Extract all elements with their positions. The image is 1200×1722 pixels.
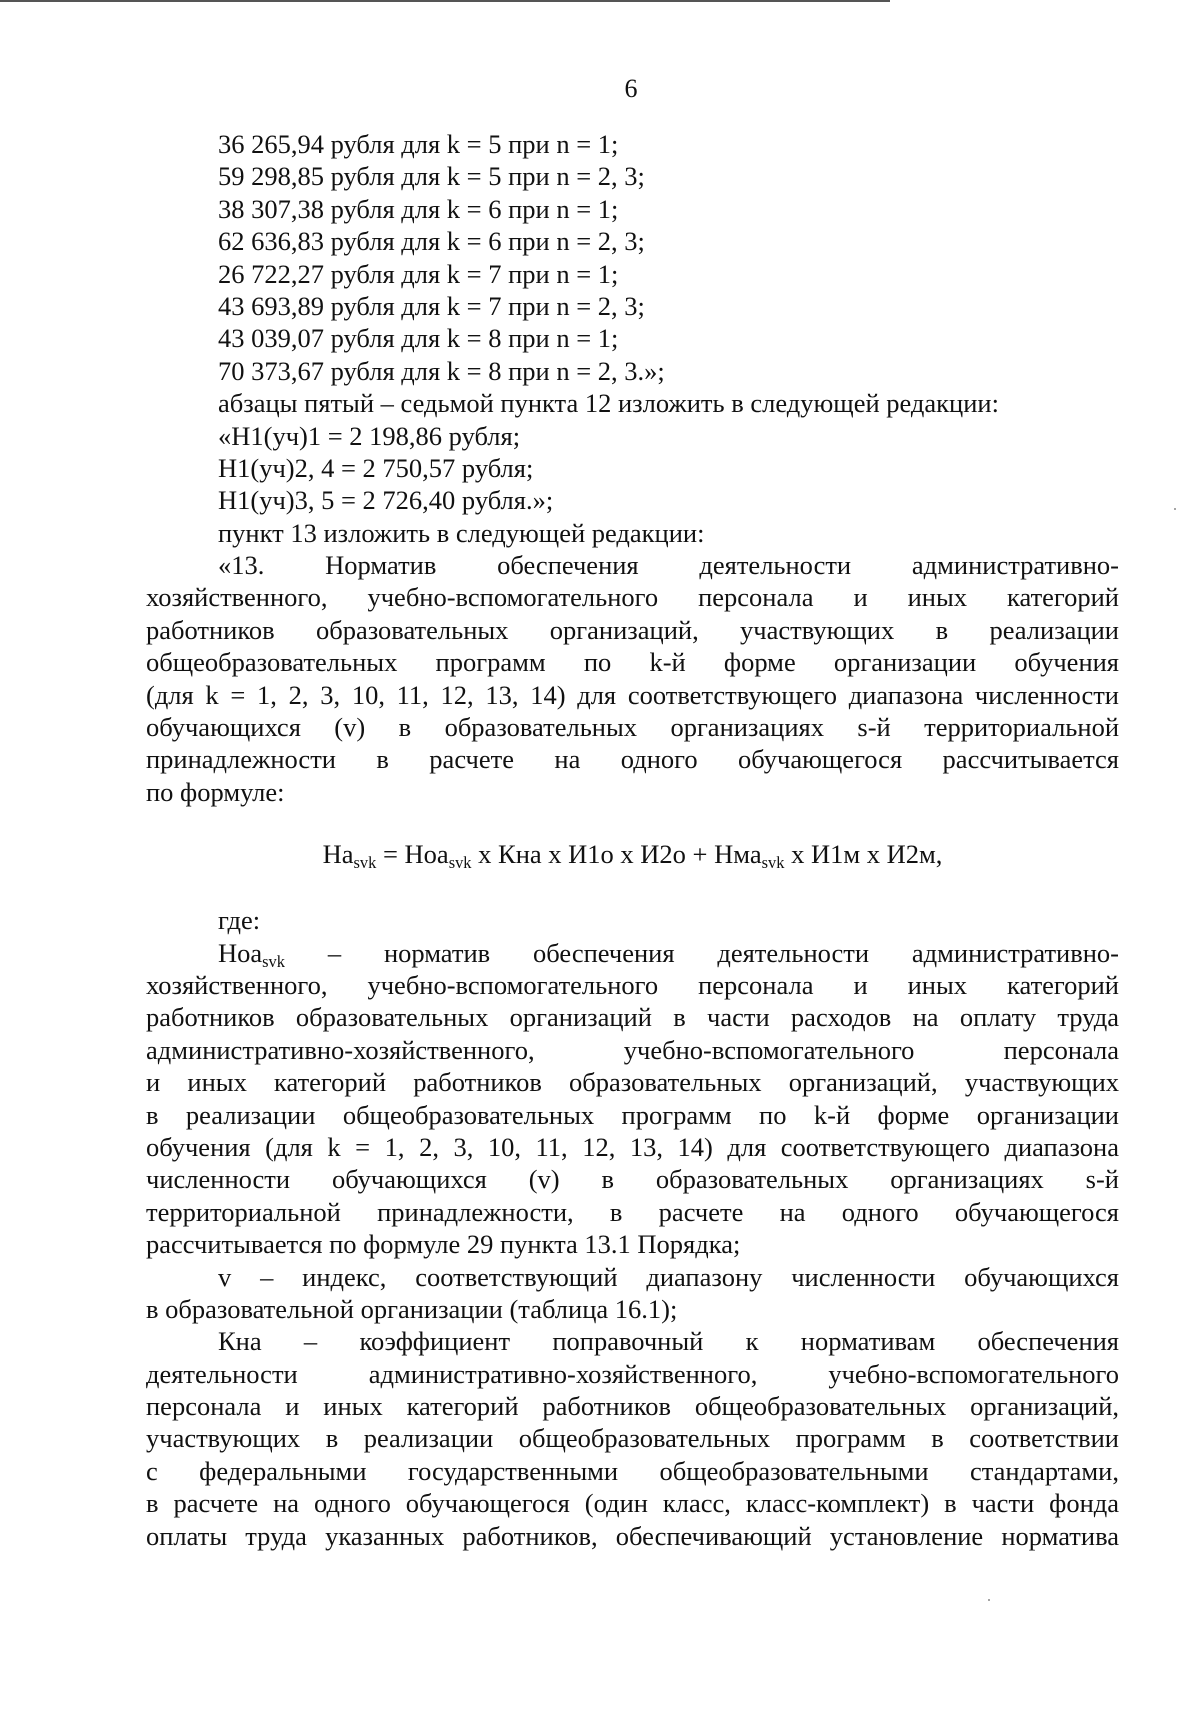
rate-line-3: 38 307,38 рубля для k = 6 при n = 1;	[218, 193, 619, 224]
kna-def-line-7: оплаты труда указанных работников, обеспечивающий установление норматива	[146, 1520, 1119, 1551]
para13-line-2: хозяйственного, учебно-вспомогательного персонала и иных категорий	[146, 582, 1119, 613]
noa-def-line-8: численности обучающихся (v) в образовательных организациях s-й	[146, 1164, 1119, 1195]
rate-line-2: 59 298,85 рубля для k = 5 при n = 2, 3;	[218, 161, 645, 192]
noa-def-line-9: территориальной принадлежности, в расчете на одного обучающегося	[146, 1196, 1119, 1227]
kna-def-line-3: персонала и иных категорий работников общеобразовательных организаций,	[146, 1391, 1119, 1422]
para13-line-1: «13. Норматив обеспечения деятельности административно-	[218, 550, 1119, 581]
rate-line-6: 43 693,89 рубля для k = 7 при n = 2, 3;	[218, 290, 645, 321]
para13-line-8: по формуле:	[146, 776, 285, 807]
noa-def-line-7: обучения (для k = 1, 2, 3, 10, 11, 12, 13, 14) для соответствующего диапазона	[146, 1131, 1119, 1162]
kna-def-line-6: в расчете на одного обучающегося (один класс, класс-комплект) в части фонда	[146, 1488, 1119, 1519]
rate-line-7: 43 039,07 рубля для k = 8 при n = 1;	[218, 323, 619, 354]
formula	[146, 834, 1119, 874]
formula-lhs-subscript: svk	[353, 853, 377, 873]
noa-def-line-6: в реализации общеобразовательных программ по k-й форме организации	[146, 1099, 1119, 1130]
formula-tail: x И1м x И2м,	[784, 839, 943, 870]
amend-13-intro: пункт 13 изложить в следующей редакции:	[218, 517, 705, 548]
formula-nma-subscript: svk	[761, 853, 785, 873]
noa-def-line-2: хозяйственного, учебно-вспомогательного персонала и иных категорий	[146, 969, 1119, 1000]
document-body	[146, 128, 1119, 1552]
top-border-line	[0, 0, 890, 2]
kna-def-line-1: Кна – коэффициент поправочный к нормативам обеспечения	[218, 1326, 1119, 1357]
rate-line-5: 26 722,27 рубля для k = 7 при n = 1;	[218, 258, 619, 289]
noa-def-line-10: рассчитывается по формуле 29 пункта 13.1 Порядка;	[146, 1229, 741, 1260]
kna-def-line-2: деятельности административно-хозяйственного, учебно-вспомогательного	[146, 1358, 1119, 1389]
h1-line-3: Н1(уч)3, 5 = 2 726,40 рубля.»;	[218, 485, 554, 516]
h1-line-1: «Н1(уч)1 = 2 198,86 рубля;	[218, 420, 521, 451]
formula-lhs: На	[322, 839, 354, 870]
spacer	[146, 808, 1119, 834]
kna-def-line-4: участвующих в реализации общеобразовательных программ в соответствии	[146, 1423, 1119, 1454]
noa-def-line-3: работников образовательных организаций в части расходов на оплату труда	[146, 1002, 1119, 1033]
where-label: где:	[218, 905, 261, 936]
formula-noa-subscript: svk	[448, 853, 472, 873]
scan-speck	[988, 1599, 990, 1601]
noa-def-line-4: административно-хозяйственного, учебно-вспомогательного персонала	[146, 1034, 1119, 1065]
scan-speck	[1174, 508, 1176, 510]
para13-line-7: принадлежности в расчете на одного обучающегося рассчитывается	[146, 744, 1119, 775]
page-number: 6	[624, 74, 638, 103]
para13-line-3: работников образовательных организаций, участвующих в реализации	[146, 614, 1119, 645]
v-def-line-2: в образовательной организации (таблица 16.1);	[146, 1293, 678, 1324]
noa-def-line-1	[146, 937, 1119, 969]
formula-eq: = Ноа	[376, 839, 449, 870]
para13-line-4: общеобразовательных программ по k-й форме организации обучения	[146, 647, 1119, 678]
noa-term-subscript: svk	[262, 951, 285, 971]
noa-def-first-rest: – норматив обеспечения деятельности административно-	[284, 937, 1119, 968]
formula-mid: x Кна x И1о x И2о + Нма	[471, 839, 762, 870]
rate-line-4: 62 636,83 рубля для k = 6 при n = 2, 3;	[218, 226, 645, 257]
noa-def-line-5: и иных категорий работников образовательных организаций, участвующих	[146, 1067, 1119, 1098]
v-def-line-1: v – индекс, соответствующий диапазону численности обучающихся	[218, 1261, 1119, 1292]
para13-line-6: обучающихся (v) в образовательных организациях s-й территориальной	[146, 712, 1119, 743]
kna-def-line-5: с федеральными государственными общеобразовательными стандартами,	[146, 1455, 1119, 1486]
rate-line-1: 36 265,94 рубля для k = 5 при n = 1;	[218, 129, 619, 159]
para13-line-5: (для k = 1, 2, 3, 10, 11, 12, 13, 14) для соответствующего диапазона численности	[146, 679, 1119, 710]
amend-12-intro: абзацы пятый – седьмой пункта 12 изложить в следующей редакции:	[218, 388, 999, 419]
spacer	[146, 874, 1119, 904]
rate-line-8: 70 373,67 рубля для k = 8 при n = 2, 3.»;	[218, 355, 665, 386]
h1-line-2: Н1(уч)2, 4 = 2 750,57 рубля;	[218, 452, 534, 483]
noa-term: Ноа	[218, 937, 263, 968]
